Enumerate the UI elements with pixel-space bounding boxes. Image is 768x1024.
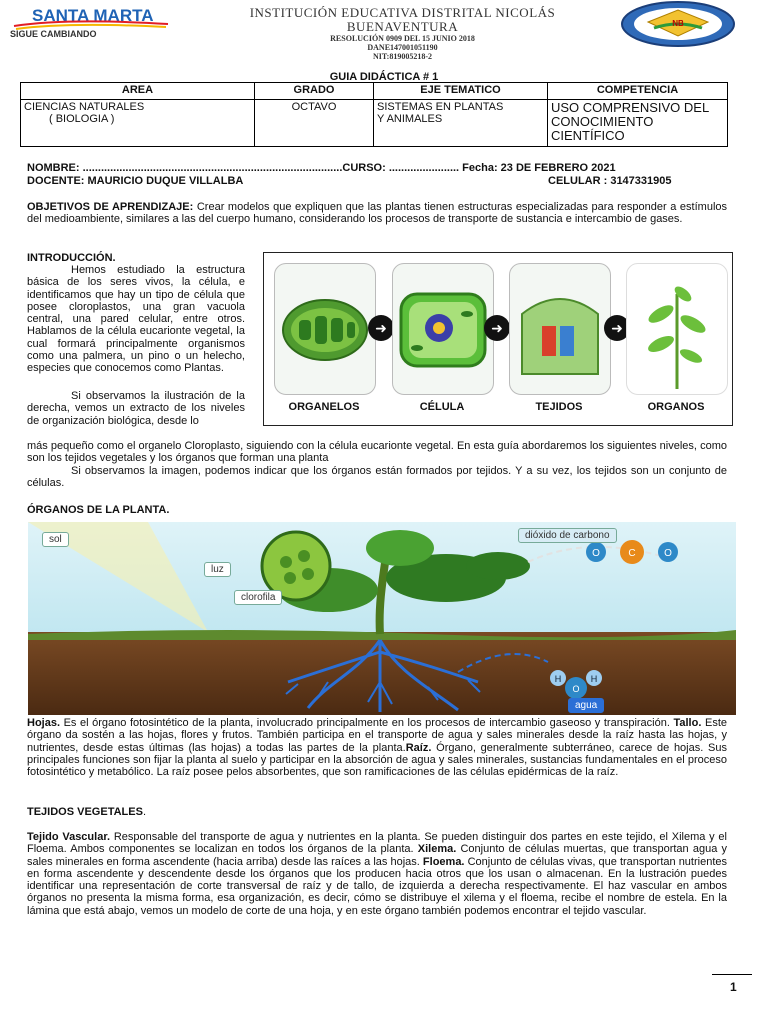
info-table-header-row — [21, 83, 728, 100]
objectives-label: OBJETIVOS DE APRENDIZAJE: — [27, 201, 194, 213]
school-crest-logo — [618, 0, 738, 48]
cell-eje — [374, 100, 548, 147]
santa-marta-logo — [8, 4, 178, 38]
celular-line: CELULAR : 3147331905 — [548, 175, 672, 187]
label-clorofila: clorofila — [234, 590, 282, 605]
cell-illustration — [392, 263, 494, 395]
floema-text: Conjunto de células vivas, que transportan nutrientes en forma ascendente y descendente desde los órganos que los producen hacia otros que los usan o almacenan. En la lustración puedes identificar una representación de corte transversal de raíz y de tallo, de izquierda a derecha respectivamente. El haz vascular en ambos órganos no presenta la misma forma, esa organización, es decir, cómo se distribuye el xilema y el floema, recibe el nombre de estela. En la lámina que está abajo, vemos un modelo de corte de una hoja, y en este órgano también podemos encontrar el tejido vascular. — [27, 855, 727, 917]
raiz-text: Órgano, generalmente subterráneo, carece de hojas. Sus principales funciones son fijar la planta al suelo y participar en la absorción de agua y sales minerales, sustancias fundamentales en el proceso fotosintético y metabólico. La raíz posee pelos absorbentes, que son ramificaciones de las células epidérmicas de la raíz. — [27, 741, 728, 779]
label-agua: agua — [568, 698, 604, 713]
tallo-label: Tallo. — [673, 717, 702, 729]
guide-title: GUIA DIDÁCTICA # 1 — [329, 71, 439, 83]
area-line2: ( BIOLOGIA ) — [49, 113, 115, 125]
intro-paragraph-3: Si observamos la imagen, podemos indicar que los órganos están formados por tejidos. Y a su vez, los tejidos son un conjunto de células. — [27, 465, 727, 490]
floema-label: Floema. — [422, 855, 465, 868]
tallo-text: Este órgano da sostén a las hojas, flores y frutos. También participa en el transporte de agua y sales minerales desde la raíz hasta las hojas, y nutrientes, desde estas últimas (las hojas) a todas las partes de la planta. — [27, 717, 727, 754]
co2-o-letter: O — [664, 548, 672, 559]
page-number: 1 — [730, 980, 737, 994]
cell-area — [21, 100, 255, 147]
objectives-paragraph — [27, 201, 727, 226]
info-table — [20, 82, 728, 147]
intro-paragraph-2-continued: más pequeño como el organelo Cloroplasto, siguiendo con la célula eucarionte vegetal. En esta guía abordaremos los siguientes niveles, como son los tejidos vegetales y los órganos que forman una planta — [27, 440, 727, 465]
objectives-text: Crear modelos que expliquen que las plantas tienen estructuras especializadas para responder a estímulos del medioambiente, similares a las del cuerpo humano, considerando los procesos de transporte de sustancia e intercambio de gases. — [27, 201, 728, 226]
logo-left-main-text: SANTA MARTA — [32, 6, 154, 25]
nit-line: NIT:819005218-2 — [373, 52, 432, 61]
water-h-letter: H — [554, 674, 562, 684]
vascular-text: Responsable del transporte de agua y nutrientes en la planta. Se pueden distinguir dos partes en este tejido, el Xilema y el Floema. Ambos componentes se localizan en todos los órganos de la planta. — [27, 831, 727, 856]
institution-name-line1: INSTITUCIÓN EDUCATIVA DISTRITAL NICOLÁS — [249, 5, 556, 20]
label-organos: ORGANOS — [647, 401, 705, 413]
vascular-label: Tejido Vascular. — [27, 831, 111, 843]
footer-divider — [712, 974, 752, 975]
plant-organs-illustration — [28, 522, 736, 715]
logo-left-slogan: SIGUE CAMBIANDO — [10, 29, 97, 38]
organs-section-title: ÓRGANOS DE LA PLANTA. — [27, 504, 170, 516]
xilema-label: Xilema. — [417, 843, 457, 856]
organ-illustration — [626, 263, 728, 395]
tissue-illustration — [509, 263, 611, 395]
resolution-line: RESOLUCIÓN 0909 DEL 15 JUNIO 2018 — [330, 34, 475, 43]
co2-c-letter: C — [628, 548, 636, 559]
intro-paragraph-1: Hemos estudiado la estructura básica de los seres vivos, la célula, e identificamos que hay un tipo de célula que posee cloroplastos, una gran vacuola central, una pared celular, entre otros. Hablamos de la célula eucarionte vegetal, la cual formará principalmente organismos como una palmera, un pino o un helecho, especies que conocemos como Plantas. — [27, 264, 245, 375]
intro-title: INTRODUCCIÓN. — [27, 252, 116, 264]
col-header-eje: EJE TEMATICO — [374, 83, 548, 100]
tejidos-title-text: TEJIDOS VEGETALES — [27, 806, 143, 818]
co2-o-letter: O — [592, 548, 600, 559]
col-header-area: AREA — [21, 83, 255, 100]
docente-line: DOCENTE: MAURICIO DUQUE VILLALBA — [27, 175, 244, 187]
label-organelos: ORGANELOS — [288, 401, 360, 413]
label-dioxido-carbono: dióxido de carbono — [518, 528, 617, 543]
hojas-text: Es el órgano fotosintético de la planta, involucrado principalmente en los procesos de intercambio gaseoso y transpiración. — [60, 717, 674, 729]
water-o-letter: O — [572, 684, 580, 694]
eje-line2: Y ANIMALES — [377, 113, 443, 125]
label-luz: luz — [204, 562, 231, 577]
organs-description — [27, 717, 727, 778]
dane-line: DANE147001051190 — [367, 43, 438, 52]
water-h-letter: H — [590, 674, 598, 684]
hojas-label: Hojas. — [27, 717, 61, 729]
arrow-right-icon: ➜ — [604, 315, 630, 341]
xilema-text: Conjunto de células muertas, que transportan agua y sales minerales en forma ascendente (hacia arriba) desde las raíces a las hojas. — [27, 843, 727, 868]
cell-competencia: USO COMPRENSIVO DEL CONOCIMIENTO CIENTÍFICO — [548, 100, 728, 147]
tejidos-section-title: TEJIDOS VEGETALES. — [27, 806, 146, 818]
col-header-competencia: COMPETENCIA — [548, 83, 728, 100]
cell-grado: OCTAVO — [255, 100, 374, 147]
organelle-illustration — [274, 263, 376, 395]
institution-header — [195, 6, 610, 61]
arrow-right-icon: ➜ — [368, 315, 394, 341]
label-sol: sol — [42, 532, 69, 547]
raiz-label: Raíz. — [405, 741, 432, 754]
organization-levels-figure — [263, 252, 733, 426]
institution-name-line2: BUENAVENTURA — [346, 19, 459, 34]
eje-line1: SISTEMAS EN PLANTAS — [377, 101, 504, 113]
info-table-data-row — [21, 100, 728, 147]
label-celula: CÉLULA — [419, 401, 465, 413]
crest-initials: NB — [672, 19, 684, 28]
student-info-line: NOMBRE: .....................................................................................CURSO: ....................... Fecha: 23 DE FEBRERO 2021 — [27, 162, 616, 174]
col-header-grado: GRADO — [255, 83, 374, 100]
label-tejidos: TEJIDOS — [535, 401, 583, 413]
arrow-right-icon: ➜ — [484, 315, 510, 341]
area-line1: CIENCIAS NATURALES — [24, 101, 145, 113]
intro-paragraph-2: Si observamos la ilustración de la derecha, vemos un extracto de los niveles de organización biológica, desde lo — [27, 390, 245, 427]
tejidos-description — [27, 831, 727, 917]
